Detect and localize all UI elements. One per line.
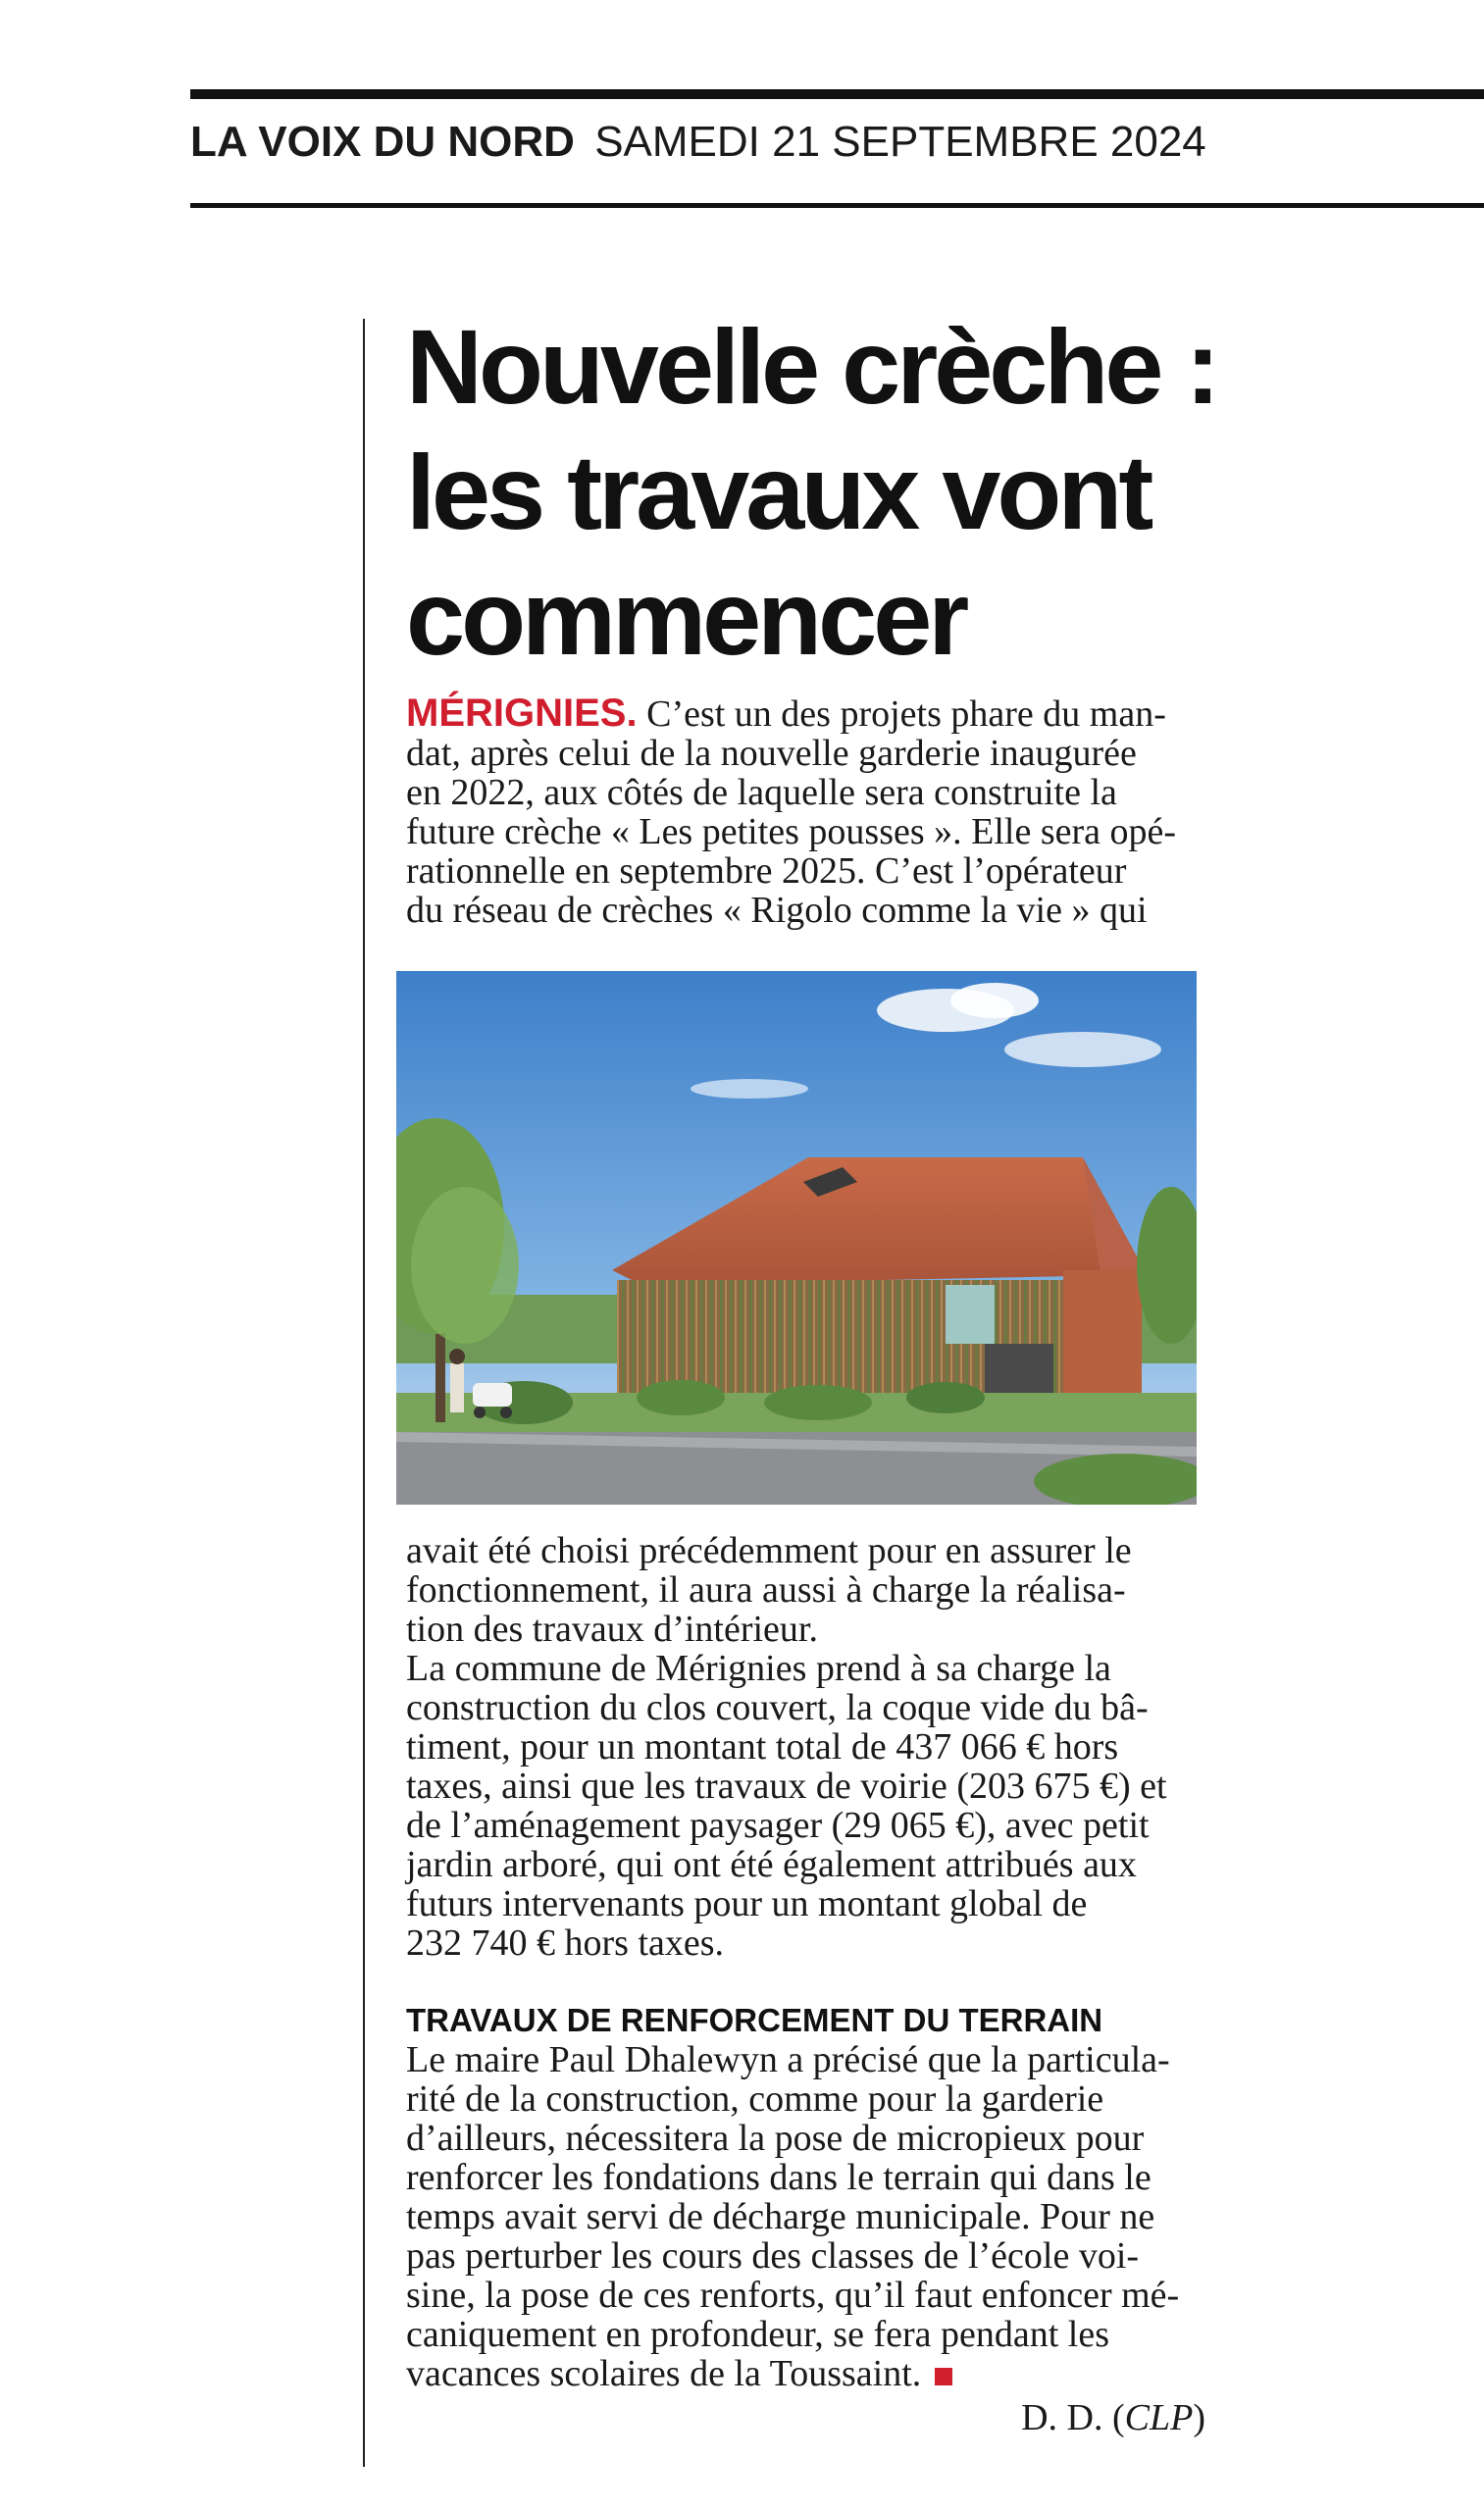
body-line: de l’aménagement paysager (29 065 €), avec petit [406,1805,1150,1846]
end-of-article-mark [935,2368,952,2385]
body-line: timent, pour un montant total de 437 066 € hors [406,1726,1119,1768]
body-line: futurs intervenants pour un montant global de [406,1883,1088,1924]
article-body-section-2 [406,2040,1206,2393]
article-lead [406,693,1206,930]
article-headline [406,304,1289,681]
masthead-top-rule [190,89,1484,99]
body-line: La commune de Mérignies prend à sa charge la [406,1648,1111,1689]
body-line: vacances scolaires de la Toussaint. [406,2353,922,2394]
headline-line: les travaux vont [406,433,1151,551]
masthead-bottom-rule [190,203,1484,208]
body-line: renforcer les fondations dans le terrain qui dans le [406,2157,1151,2198]
publication-date: SAMEDI 21 SEPTEMBRE 2024 [594,118,1206,166]
body-line: fonctionnement, il aura aussi à charge la réalisa- [406,1569,1126,1611]
lead-line: rationnelle en septembre 2025. C’est l’opérateur [406,850,1127,892]
masthead [190,118,1206,167]
body-line: tion des travaux d’intérieur. [406,1609,818,1650]
body-line: 232 740 € hors taxes. [406,1922,725,1964]
body-line: temps avait servi de décharge municipale. Pour ne [406,2196,1155,2237]
newspaper-name: LA VOIX DU NORD [190,118,575,166]
body-line: pas perturber les cours des classes de l’école voi- [406,2235,1140,2277]
agency-name: CLP [1124,2397,1194,2438]
creche-rendering-photo [396,971,1197,1505]
location-kicker: MÉRIGNIES. [406,692,638,735]
body-line: Le maire Paul Dhalewyn a précisé que la particula- [406,2039,1170,2080]
body-line: jardin arboré, qui ont été également attribués aux [406,1844,1137,1885]
body-line: d’ailleurs, nécessitera la pose de micropieux pour [406,2118,1145,2159]
lead-line: en 2022, aux côtés de laquelle sera construite la [406,772,1117,813]
author-initials: D. D. [1021,2397,1103,2438]
lead-line: du réseau de crèches « Rigolo comme la vie » qui [406,890,1148,931]
body-line: construction du clos couvert, la coque vide du bâ- [406,1687,1149,1728]
body-line: caniquement en profondeur, se fera pendant les [406,2314,1110,2355]
lead-line: dat, après celui de la nouvelle garderie inaugurée [406,733,1137,774]
body-line: rité de la construction, comme pour la garderie [406,2078,1104,2120]
body-line: taxes, ainsi que les travaux de voirie (203 675 €) et [406,1766,1167,1807]
article-byline: D. D. (CLP) [1021,2397,1205,2438]
article-body [406,1531,1206,1963]
column-divider [363,319,365,2467]
headline-line: Nouvelle crèche : [406,307,1217,426]
lead-line: C’est un des projets phare du man- [637,693,1166,735]
lead-line: future crèche « Les petites pousses ». Elle sera opé- [406,811,1177,852]
headline-line: commencer [406,558,966,677]
section-subhead: TRAVAUX DE RENFORCEMENT DU TERRAIN [406,2002,1103,2038]
body-line: sine, la pose de ces renforts, qu’il faut enfoncer mé- [406,2275,1180,2316]
body-line: avait été choisi précédemment pour en assurer le [406,1530,1132,1571]
